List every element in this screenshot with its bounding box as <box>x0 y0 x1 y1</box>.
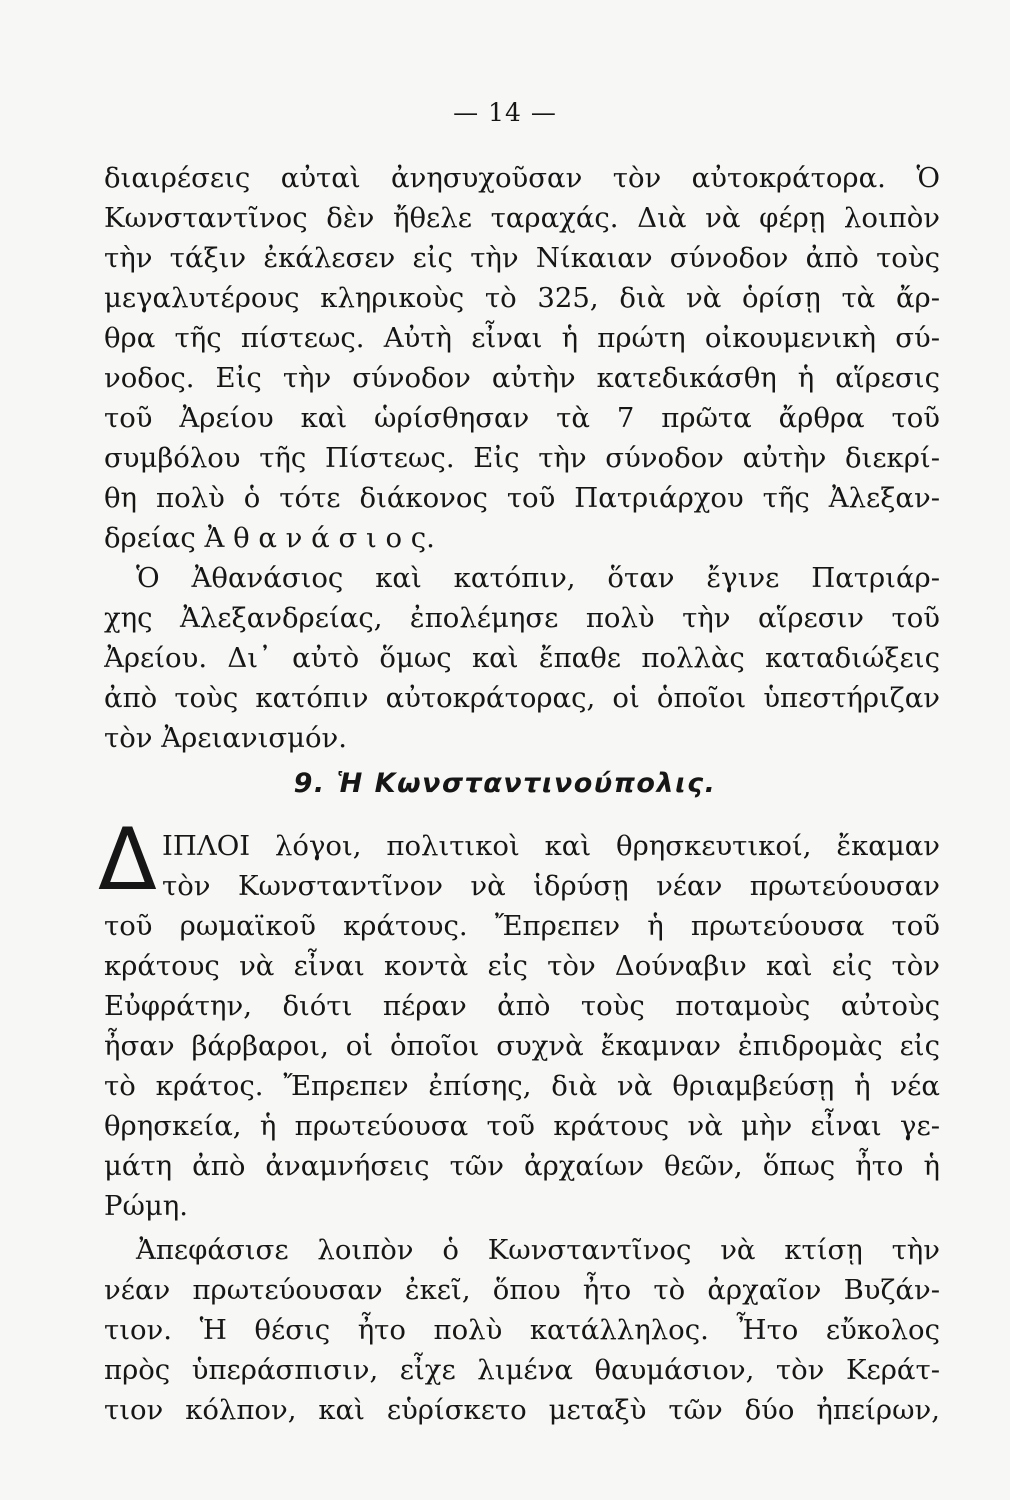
text-line: χης Ἀλεξανδρείας, ἐπολέμησε πολὺ τὴν αἵρεσιν τοῦ <box>104 602 940 634</box>
text-line: θη πολὺ ὁ τότε διάκονος τοῦ Πατριάρχου τῆς Ἀλεξαν- <box>104 482 940 514</box>
text-block-top <box>104 158 940 758</box>
text-line: Κωνσταντῖνος δὲν ἤθελε ταραχάς. Διὰ νὰ φέρῃ λοιπὸν <box>104 202 940 234</box>
text-line: θρησκεία, ἡ πρωτεύουσα τοῦ κράτους νὰ μὴν εἶναι γε- <box>104 1110 940 1142</box>
text-line: Ὁ Ἀθανάσιος καὶ κατόπιν, ὅταν ἔγινε Πατριάρ- <box>136 562 940 594</box>
page-number: — 14 — <box>453 98 557 127</box>
text-line: Ρώμη. <box>104 1190 189 1222</box>
text-line: ἦσαν βάρβαροι, οἱ ὁποῖοι συχνὰ ἔκαμναν ἐπιδρομὰς εἰς <box>104 1030 940 1062</box>
text-line: Ἀρείου. Δι᾽ αὐτὸ ὅμως καὶ ἔπαθε πολλὰς καταδιώξεις <box>104 642 940 674</box>
text-line: τὸ κράτος. Ἔπρεπεν ἐπίσης, διὰ νὰ θριαμβεύσῃ ἡ νέα <box>104 1070 940 1102</box>
section-heading: 9. Ἡ Κωνσταντινούπολις. <box>293 768 717 799</box>
text-line: μεγαλυτέρους κληρικοὺς τὸ 325, διὰ νὰ ὁρίσῃ τὰ ἄρ- <box>104 282 940 314</box>
text-line: τὴν τάξιν ἐκάλεσεν εἰς τὴν Νίκαιαν σύνοδον ἀπὸ τοὺς <box>104 242 940 274</box>
text-block-bottom <box>104 1230 940 1430</box>
text-line: τὸν Ἀρειανισμόν. <box>104 722 348 754</box>
text-line: τὸν Κωνσταντῖνον νὰ ἱδρύσῃ νέαν πρωτεύουσαν <box>162 870 940 902</box>
text-line: τιον κόλπον, καὶ εὑρίσκετο μεταξὺ τῶν δύο ἠπείρων, <box>104 1394 940 1426</box>
text-line: Ἀπεφάσισε λοιπὸν ὁ Κωνσταντῖνος νὰ κτίσῃ τὴν <box>136 1234 940 1266</box>
text-line: θρα τῆς πίστεως. Αὐτὴ εἶναι ἡ πρώτη οἰκουμενικὴ σύ- <box>104 322 940 354</box>
text-line: δρείας Ἀ θ α ν ά σ ι ο ς. <box>104 522 435 554</box>
text-line: τοῦ Ἀρείου καὶ ὡρίσθησαν τὰ 7 πρῶτα ἄρθρα τοῦ <box>104 402 940 434</box>
text-line: πρὸς ὑπεράσπισιν, εἶχε λιμένα θαυμάσιον, τὸν Κεράτ- <box>104 1354 940 1386</box>
text-line: κράτους νὰ εἶναι κοντὰ εἰς τὸν Δούναβιν καὶ εἰς τὸν <box>104 950 940 982</box>
text-line: Εὐφράτην, διότι πέραν ἀπὸ τοὺς ποταμοὺς αὐτοὺς <box>104 990 940 1022</box>
text-line: νοδος. Εἰς τὴν σύνοδον αὐτὴν κατεδικάσθη ἡ αἵρεσις <box>104 362 940 394</box>
text-line: ΙΠΛΟΙ λόγοι, πολιτικοὶ καὶ θρησκευτικοί, ἔκαμαν <box>162 830 940 862</box>
text-block-middle <box>104 826 940 1226</box>
text-line: τοῦ ρωμαϊκοῦ κράτους. Ἔπρεπεν ἡ πρωτεύουσα τοῦ <box>104 910 940 942</box>
text-line: συμβόλου τῆς Πίστεως. Εἰς τὴν σύνοδον αὐτὴν διεκρί- <box>104 442 940 474</box>
text-line: ἀπὸ τοὺς κατόπιν αὐτοκράτορας, οἱ ὁποῖοι ὑπεστήριζαν <box>104 682 940 714</box>
text-line: μάτη ἀπὸ ἀναμνήσεις τῶν ἀρχαίων θεῶν, ὅπως ἦτο ἡ <box>104 1150 940 1182</box>
drop-cap: Δ <box>98 810 157 910</box>
text-line: νέαν πρωτεύουσαν ἐκεῖ, ὅπου ἦτο τὸ ἀρχαῖον Βυζάν- <box>104 1274 940 1306</box>
text-line: τιον. Ἡ θέσις ἦτο πολὺ κατάλληλος. Ἦτο εὔκολος <box>104 1314 940 1346</box>
text-line: διαιρέσεις αὐταὶ ἀνησυχοῦσαν τὸν αὐτοκράτορα. Ὁ <box>104 162 940 194</box>
